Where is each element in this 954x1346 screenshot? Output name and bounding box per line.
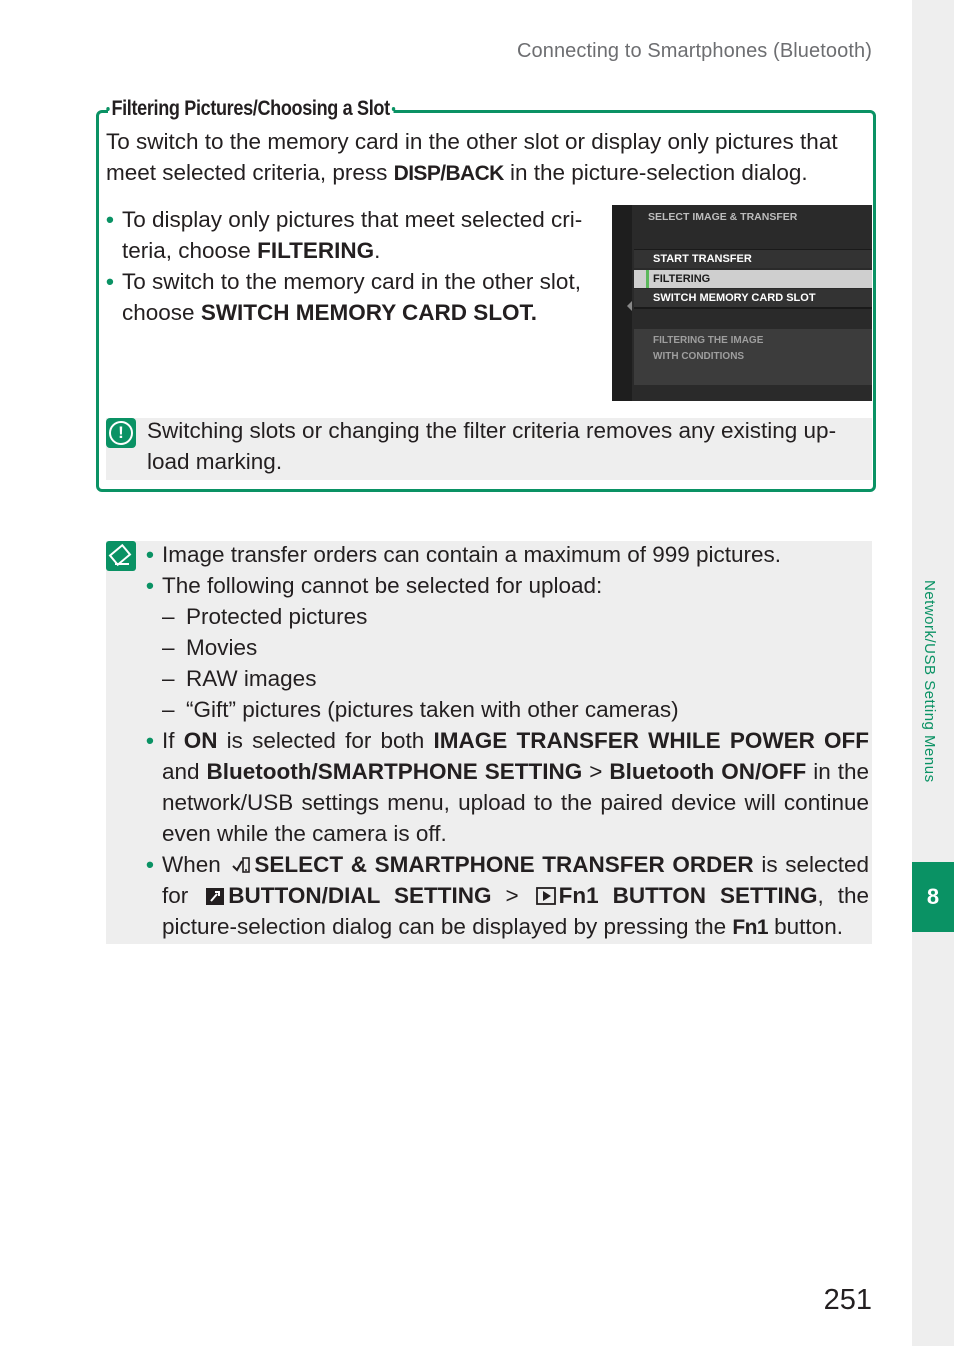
note-icon: [106, 541, 136, 571]
camera-menu-description: FILTERING THE IMAGE WITH CONDITIONS: [634, 329, 872, 385]
chapter-label: Network/USB Setting Menus: [921, 580, 938, 783]
camera-screen: [612, 205, 872, 401]
intro-paragraph: To switch to the memory card in the other slot or display only pictures that meet selected criteria, press DISP/BACK in the picture-selection dialog.: [106, 129, 838, 185]
sub-list-item: – Movies: [162, 635, 258, 660]
sub-list-item: – Protected pictures: [162, 604, 368, 629]
list-item: • Image transfer orders can contain a maximum of 999 pictures.: [146, 539, 869, 570]
chapter-sidebar: [912, 0, 954, 1346]
bullet-icon: •: [146, 542, 154, 567]
caution-text: Switching slots or changing the filter criteria removes any existing upload marking.: [147, 418, 837, 474]
bullet-icon: •: [146, 852, 154, 877]
list-item: • When SELECT & SMARTPHONE TRANSFER ORDER is selected for BUTTON/DIAL SETTING > Fn1 BUTTON SETTING, the picture-selection dialog can be displayed by pressing the Fn1 button.: [146, 849, 869, 943]
bullet-icon: •: [106, 269, 114, 294]
list-item: • The following cannot be selected for upload:: [146, 570, 869, 601]
bullet-icon: •: [106, 207, 114, 232]
note-section: [106, 541, 872, 944]
caution-icon: !: [106, 418, 136, 448]
bullet-icon: •: [146, 728, 154, 753]
sub-list-item: – “Gift” pictures (pictures taken with other cameras): [162, 697, 679, 722]
caution-note: [106, 418, 872, 480]
camera-menu-item: START TRANSFER: [634, 250, 872, 268]
camera-menu-title: SELECT IMAGE & TRANSFER: [648, 211, 798, 223]
page-number: 251: [823, 1284, 872, 1316]
running-header: Connecting to Smartphones (Bluetooth): [516, 40, 872, 62]
bullet-icon: •: [146, 573, 154, 598]
bullet-list: [106, 204, 598, 328]
camera-menu-item-selected: FILTERING: [634, 270, 872, 288]
section-title: Filtering Pictures/Choosing a Slot: [108, 97, 393, 121]
sub-list-item: – RAW images: [162, 666, 317, 691]
camera-menu-item: SWITCH MEMORY CARD SLOT: [634, 289, 872, 307]
selection-marker: [646, 270, 649, 288]
list-item: • If ON is selected for both IMAGE TRANSFER WHILE POWER OFF and Bluetooth/SMARTPHONE SETTING > Bluetooth ON/OFF in the network/USB settings menu, upload to the paired device will continue even while the camera is off.: [146, 725, 869, 849]
list-item: • To switch to the memory card in the other slot, choose SWITCH MEMORY CARD SLOT.: [106, 266, 598, 328]
disp-back-button-ref: DISP/BACK: [393, 162, 504, 185]
list-item: • To display only pictures that meet selected criteria, choose FILTERING.: [106, 204, 598, 266]
chapter-tab: 8: [912, 862, 954, 932]
playback-icon: [536, 883, 556, 903]
left-arrow-icon: [627, 301, 632, 311]
settings-wrench-icon: [205, 883, 225, 903]
smartphone-transfer-icon: [231, 852, 251, 872]
